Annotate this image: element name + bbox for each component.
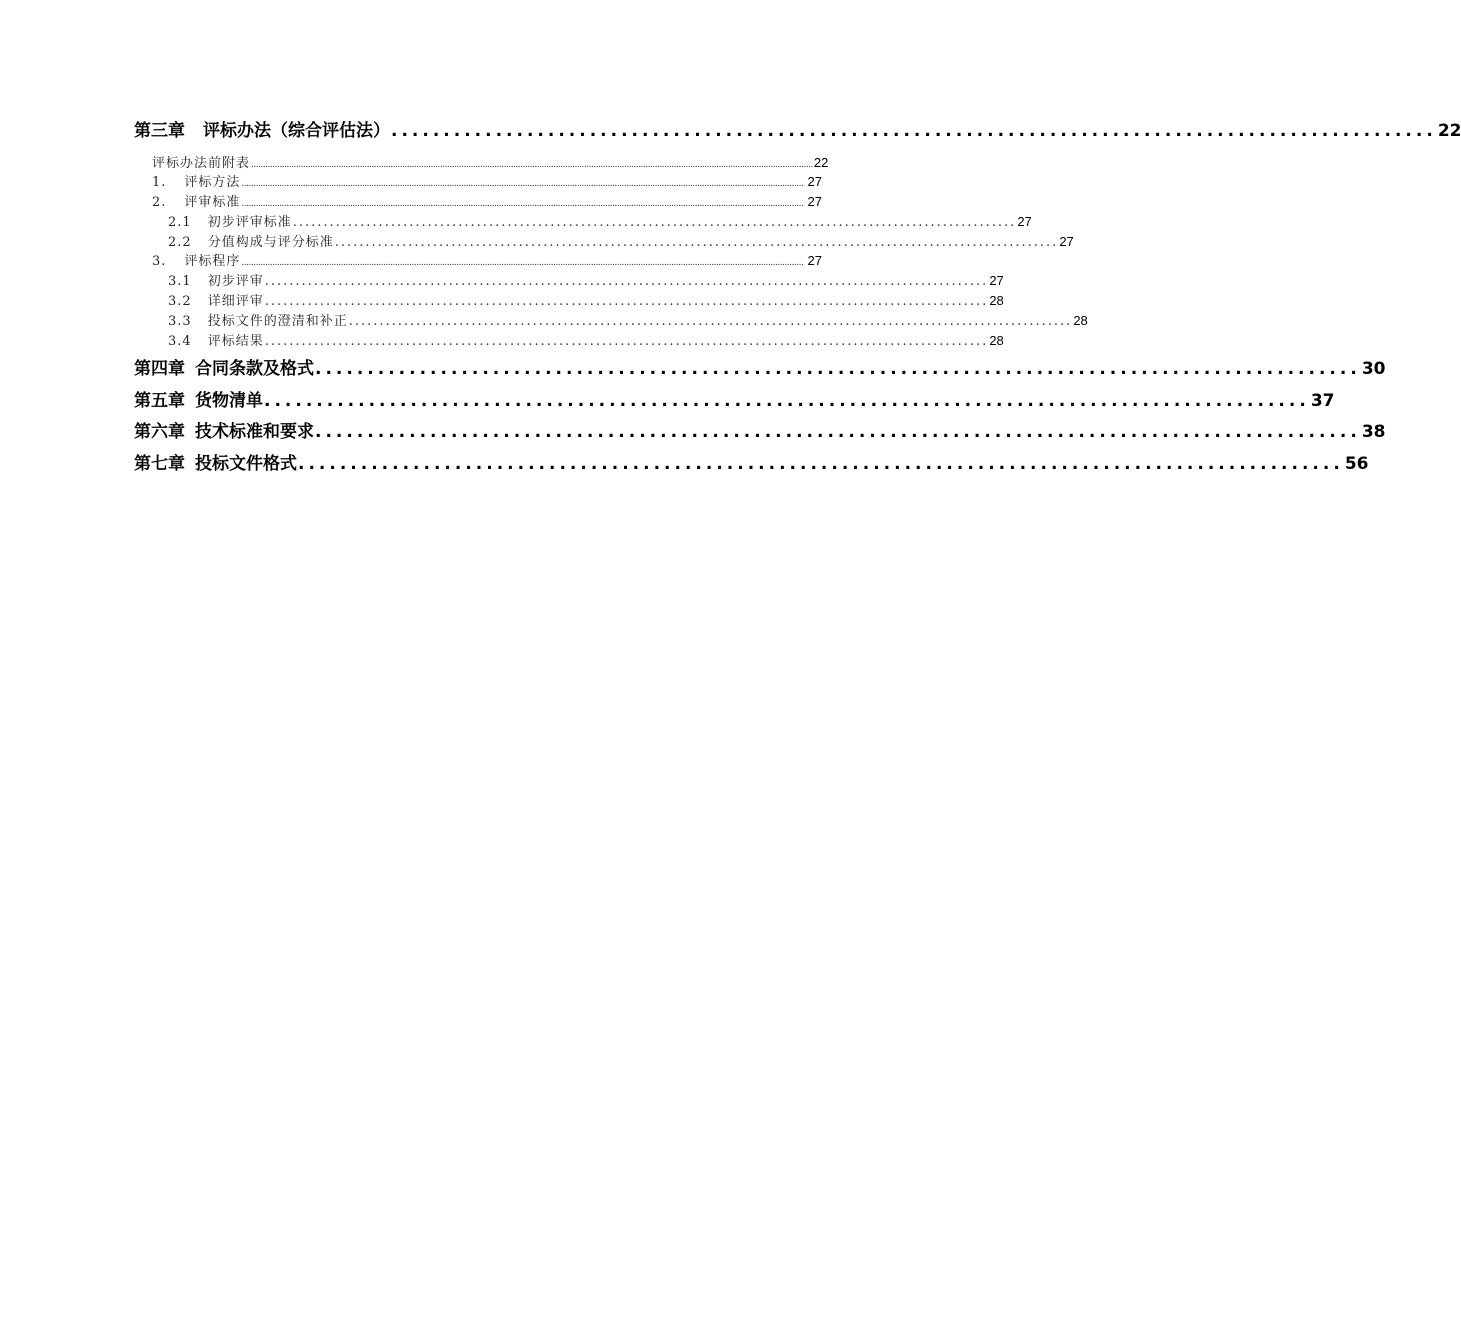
toc-leader-dots: ......................................................................................................................: [264, 294, 989, 310]
toc-entry-section-2-2[interactable]: [134, 232, 1074, 252]
toc-section-title: 初步评审标准: [207, 214, 292, 230]
toc-page-number: 56: [1344, 453, 1369, 474]
toc-chapter-title: 货物清单: [195, 390, 263, 411]
toc-leader-dots: ......................................................................................................................: [348, 313, 1073, 329]
toc-section-number: 3.1: [168, 274, 192, 290]
toc-section-title: 分值构成与评分标准: [207, 234, 334, 250]
toc-section-number: 2.: [152, 195, 167, 211]
toc-chapter-title: 投标文件格式: [195, 453, 297, 474]
toc-section-title: 初步评审: [207, 274, 264, 290]
toc-page-number: 28: [989, 293, 1004, 309]
toc-leader-dots: ......................................................................................................................: [264, 333, 989, 349]
toc-entry-section-2-1[interactable]: [134, 212, 1032, 232]
toc-entry-label: [152, 173, 240, 193]
toc-section-number: 1.: [152, 175, 167, 191]
toc-entry-section-3-2[interactable]: [134, 291, 1004, 311]
toc-section-title: 评标程序: [184, 254, 241, 270]
toc-section-title: 评标办法前附表: [152, 155, 251, 171]
toc-page-number: 28: [989, 332, 1004, 348]
toc-page-number: 37: [1310, 390, 1335, 411]
toc-entry-chapter-3[interactable]: [134, 118, 1461, 150]
toc-section-title: 评标结果: [207, 333, 264, 349]
toc-page-number: 27: [989, 273, 1004, 289]
toc-section-number: 2.2: [168, 234, 192, 250]
toc-page-number: 30: [1361, 359, 1386, 380]
toc-chapter-number: 第七章: [134, 453, 185, 474]
toc-entry-section-2[interactable]: [134, 192, 822, 212]
toc-leader-dots: ......................................................................................................................: [264, 274, 989, 290]
toc-leader-dots: ....................................................................................................: [264, 390, 1310, 411]
toc-chapter-number: 第五章: [134, 390, 185, 411]
toc-entry-label: [152, 252, 240, 272]
toc-chapter-title: 合同条款及格式: [195, 359, 314, 380]
toc-leader-dots: ....................................................................................................: [315, 422, 1361, 443]
toc-page-number: 27: [807, 174, 822, 190]
toc-entry-label: [168, 272, 264, 292]
toc-leader-dots: ....................................................................................................: [391, 121, 1437, 141]
toc-leader-dots: ..............................................................................................................................................................................................................................................: [251, 159, 813, 170]
toc-entry-section-1[interactable]: [134, 172, 822, 192]
toc-entry-label: [168, 312, 348, 332]
toc-page-number: 28: [1073, 312, 1088, 328]
toc-section-number: 3.3: [168, 313, 192, 329]
toc-entry-label: [134, 388, 263, 414]
toc-entry-chapter-7[interactable]: [134, 451, 1369, 483]
toc-entry-section-3-1[interactable]: [134, 271, 1004, 291]
toc-entry-label: [134, 118, 390, 144]
toc-page-number: 27: [1059, 233, 1074, 249]
toc-leader-dots: ..............................................................................................................................................................................................................................................: [241, 199, 804, 210]
toc-section-number: 2.1: [168, 214, 192, 230]
toc-entry-label: [152, 193, 240, 213]
toc-entry-label: [134, 419, 314, 445]
toc-entry-label: [168, 213, 292, 233]
toc-entry-label: [134, 451, 297, 477]
toc-entry-chapter-4[interactable]: [134, 356, 1386, 388]
toc-page-number: 27: [1017, 213, 1032, 229]
toc-page-number: 22: [813, 154, 829, 170]
toc-page-number: 38: [1361, 422, 1386, 443]
toc-entry-chapter-5[interactable]: [134, 388, 1335, 420]
toc-chapter-title: 评标办法（综合评估法）: [203, 121, 390, 141]
toc-entry-chapter-6[interactable]: [134, 419, 1386, 451]
toc-chapter-number: 第四章: [134, 359, 185, 380]
toc-leader-dots: ....................................................................................................: [315, 359, 1361, 380]
toc-entry-section-3-4[interactable]: [134, 331, 1004, 351]
toc-section-number: 3.2: [168, 294, 192, 310]
toc-entry-label: [134, 356, 314, 382]
toc-leader-dots: ......................................................................................................................: [292, 214, 1017, 230]
toc-entry-label: [168, 233, 334, 253]
toc-leader-dots: ....................................................................................................: [298, 453, 1344, 474]
toc-entry-section-3-3[interactable]: [134, 311, 1088, 331]
toc-page-number: 22: [1437, 121, 1461, 141]
toc-section-number: 3.: [152, 254, 167, 270]
toc-section-title: 评审标准: [184, 195, 241, 211]
toc-page-number: 27: [807, 194, 822, 210]
toc-chapter-number: 第三章: [134, 121, 185, 141]
toc-leader-dots: ..............................................................................................................................................................................................................................................: [241, 179, 804, 190]
toc-entry-label: [168, 332, 264, 352]
toc-chapter-number: 第六章: [134, 422, 185, 443]
toc-section-number: 3.4: [168, 333, 192, 349]
toc-entry-label: [168, 292, 264, 312]
toc-page-number: 27: [807, 253, 822, 269]
toc-section-title: 详细评审: [207, 294, 264, 310]
toc-leader-dots: ..............................................................................................................................................................................................................................................: [241, 258, 804, 269]
toc-section-title: 投标文件的澄清和补正: [207, 313, 348, 329]
toc-leader-dots: ......................................................................................................................: [334, 234, 1059, 250]
table-of-contents: [134, 118, 1461, 482]
toc-entry-preface-table[interactable]: [134, 153, 829, 173]
toc-entry-section-3[interactable]: [134, 251, 822, 271]
toc-section-title: 评标方法: [184, 175, 241, 191]
toc-chapter-title: 技术标准和要求: [195, 422, 314, 443]
